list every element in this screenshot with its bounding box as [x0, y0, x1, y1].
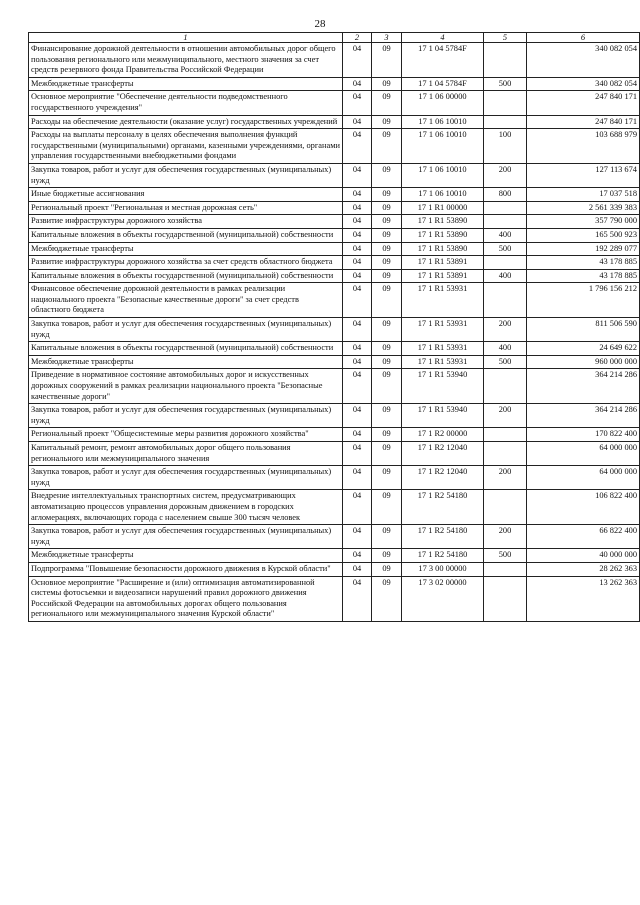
row-subsection: 09 [372, 442, 402, 466]
row-subsection: 09 [372, 355, 402, 369]
row-expense-type [484, 201, 527, 215]
row-amount: 64 000 000 [527, 442, 640, 466]
table-row [29, 256, 640, 270]
table-row [29, 318, 640, 342]
table-row [29, 576, 640, 621]
row-name: Капитальные вложения в объекты государственной (муниципальной) собственности [29, 342, 343, 356]
row-subsection: 09 [372, 215, 402, 229]
table-row [29, 228, 640, 242]
row-amount: 340 082 054 [527, 43, 640, 78]
row-subsection: 09 [372, 188, 402, 202]
row-target-code: 17 1 R2 54180 [402, 490, 484, 525]
row-amount: 13 262 363 [527, 576, 640, 621]
row-expense-type [484, 562, 527, 576]
table-row [29, 369, 640, 404]
table-row [29, 242, 640, 256]
row-section: 04 [343, 576, 372, 621]
row-target-code: 17 1 06 00000 [402, 91, 484, 115]
table-row [29, 428, 640, 442]
row-subsection: 09 [372, 342, 402, 356]
row-target-code: 17 1 R1 00000 [402, 201, 484, 215]
row-target-code: 17 1 R2 12040 [402, 466, 484, 490]
table-row [29, 91, 640, 115]
row-target-code: 17 1 R1 53931 [402, 342, 484, 356]
row-target-code: 17 1 R1 53891 [402, 269, 484, 283]
row-section: 04 [343, 442, 372, 466]
row-amount: 127 113 674 [527, 163, 640, 187]
row-amount: 106 822 400 [527, 490, 640, 525]
row-target-code: 17 1 R2 54180 [402, 525, 484, 549]
table-header-row [29, 33, 640, 43]
table-row [29, 466, 640, 490]
row-subsection: 09 [372, 115, 402, 129]
row-amount: 364 214 286 [527, 404, 640, 428]
row-amount: 64 000 000 [527, 466, 640, 490]
table-row [29, 43, 640, 78]
row-name: Межбюджетные трансферты [29, 77, 343, 91]
row-name: Закупка товаров, работ и услуг для обеспечения государственных (муниципальных) нужд [29, 466, 343, 490]
row-expense-type [484, 283, 527, 318]
row-section: 04 [343, 115, 372, 129]
row-section: 04 [343, 562, 372, 576]
row-expense-type: 500 [484, 242, 527, 256]
row-subsection: 09 [372, 318, 402, 342]
row-target-code: 17 1 R2 54180 [402, 549, 484, 563]
row-name: Закупка товаров, работ и услуг для обеспечения государственных (муниципальных) нужд [29, 163, 343, 187]
row-name: Закупка товаров, работ и услуг для обеспечения государственных (муниципальных) нужд [29, 404, 343, 428]
row-section: 04 [343, 490, 372, 525]
row-subsection: 09 [372, 525, 402, 549]
table-row [29, 129, 640, 164]
row-expense-type [484, 115, 527, 129]
row-expense-type [484, 442, 527, 466]
row-expense-type: 200 [484, 404, 527, 428]
row-amount: 165 500 923 [527, 228, 640, 242]
row-target-code: 17 3 02 00000 [402, 576, 484, 621]
row-subsection: 09 [372, 129, 402, 164]
row-subsection: 09 [372, 201, 402, 215]
row-section: 04 [343, 466, 372, 490]
row-section: 04 [343, 163, 372, 187]
row-section: 04 [343, 369, 372, 404]
table-row [29, 525, 640, 549]
table-row [29, 562, 640, 576]
row-amount: 357 790 000 [527, 215, 640, 229]
row-target-code: 17 1 R2 12040 [402, 442, 484, 466]
table-row [29, 283, 640, 318]
row-amount: 40 000 000 [527, 549, 640, 563]
row-section: 04 [343, 77, 372, 91]
row-name: Основное мероприятие "Расширение и (или) оптимизация автоматизированной системы фотосъемки и видеозаписи нарушений правил дорожного движения Российской Федерации на автомобильных дорогах общего пользования регионального или межмуниципального значения Курской области" [29, 576, 343, 621]
row-name: Межбюджетные трансферты [29, 355, 343, 369]
row-subsection: 09 [372, 562, 402, 576]
table-row [29, 342, 640, 356]
row-expense-type [484, 576, 527, 621]
row-target-code: 17 1 06 10010 [402, 163, 484, 187]
column-header: 6 [527, 33, 640, 43]
row-amount: 247 840 171 [527, 91, 640, 115]
row-subsection: 09 [372, 228, 402, 242]
row-target-code: 17 1 R1 53891 [402, 256, 484, 270]
row-name: Капитальные вложения в объекты государственной (муниципальной) собственности [29, 269, 343, 283]
row-expense-type: 400 [484, 342, 527, 356]
row-subsection: 09 [372, 576, 402, 621]
row-section: 04 [343, 43, 372, 78]
row-name: Расходы на выплаты персоналу в целях обеспечения выполнения функций государственными (муниципальными) органами, казенными учреждениями, органами управления государственными внебюджетными фондами [29, 129, 343, 164]
row-name: Развитие инфраструктуры дорожного хозяйства за счет средств областного бюджета [29, 256, 343, 270]
table-row [29, 490, 640, 525]
row-section: 04 [343, 428, 372, 442]
table-row [29, 215, 640, 229]
row-target-code: 17 1 R1 53940 [402, 369, 484, 404]
table-row [29, 115, 640, 129]
row-target-code: 17 1 R2 00000 [402, 428, 484, 442]
row-amount: 28 262 363 [527, 562, 640, 576]
row-name: Основное мероприятие "Обеспечение деятельности подведомственного государственного учреждения" [29, 91, 343, 115]
row-target-code: 17 3 00 00000 [402, 562, 484, 576]
row-amount: 66 822 400 [527, 525, 640, 549]
column-header: 4 [402, 33, 484, 43]
row-amount: 170 822 400 [527, 428, 640, 442]
row-section: 04 [343, 201, 372, 215]
row-expense-type: 800 [484, 188, 527, 202]
column-header: 2 [343, 33, 372, 43]
row-target-code: 17 1 04 5784F [402, 43, 484, 78]
row-amount: 17 037 518 [527, 188, 640, 202]
row-subsection: 09 [372, 91, 402, 115]
row-section: 04 [343, 355, 372, 369]
row-target-code: 17 1 04 5784F [402, 77, 484, 91]
row-subsection: 09 [372, 404, 402, 428]
row-expense-type: 500 [484, 77, 527, 91]
row-subsection: 09 [372, 269, 402, 283]
row-section: 04 [343, 215, 372, 229]
row-target-code: 17 1 06 10010 [402, 115, 484, 129]
row-section: 04 [343, 269, 372, 283]
row-subsection: 09 [372, 256, 402, 270]
row-target-code: 17 1 06 10010 [402, 188, 484, 202]
row-amount: 43 178 885 [527, 256, 640, 270]
row-subsection: 09 [372, 242, 402, 256]
row-subsection: 09 [372, 163, 402, 187]
row-subsection: 09 [372, 43, 402, 78]
row-expense-type: 200 [484, 318, 527, 342]
row-expense-type: 500 [484, 549, 527, 563]
row-section: 04 [343, 342, 372, 356]
row-name: Финансовое обеспечение дорожной деятельности в рамках реализации национального проекта "Безопасные качественные дороги" за счет средств областного бюджета [29, 283, 343, 318]
row-subsection: 09 [372, 369, 402, 404]
row-name: Закупка товаров, работ и услуг для обеспечения государственных (муниципальных) нужд [29, 525, 343, 549]
table-row [29, 549, 640, 563]
row-target-code: 17 1 R1 53931 [402, 318, 484, 342]
row-section: 04 [343, 404, 372, 428]
table-row [29, 77, 640, 91]
row-subsection: 09 [372, 549, 402, 563]
row-amount: 364 214 286 [527, 369, 640, 404]
row-expense-type [484, 215, 527, 229]
row-expense-type: 400 [484, 228, 527, 242]
row-amount: 811 506 590 [527, 318, 640, 342]
row-expense-type [484, 43, 527, 78]
row-expense-type [484, 428, 527, 442]
row-name: Финансирование дорожной деятельности в отношении автомобильных дорог общего пользования регионального или межмуниципального, местного значения за счет средств резервного фонда Правительства Российской Федерации [29, 43, 343, 78]
row-expense-type: 200 [484, 525, 527, 549]
row-target-code: 17 1 R1 53931 [402, 283, 484, 318]
row-amount: 43 178 885 [527, 269, 640, 283]
row-name: Межбюджетные трансферты [29, 242, 343, 256]
row-subsection: 09 [372, 77, 402, 91]
row-name: Закупка товаров, работ и услуг для обеспечения государственных (муниципальных) нужд [29, 318, 343, 342]
row-section: 04 [343, 228, 372, 242]
table-row [29, 269, 640, 283]
row-section: 04 [343, 188, 372, 202]
row-subsection: 09 [372, 466, 402, 490]
row-amount: 103 688 979 [527, 129, 640, 164]
row-target-code: 17 1 R1 53890 [402, 228, 484, 242]
table-row [29, 442, 640, 466]
row-subsection: 09 [372, 428, 402, 442]
row-target-code: 17 1 R1 53940 [402, 404, 484, 428]
table-row [29, 355, 640, 369]
row-expense-type: 400 [484, 269, 527, 283]
row-name: Иные бюджетные ассигнования [29, 188, 343, 202]
row-subsection: 09 [372, 490, 402, 525]
row-section: 04 [343, 242, 372, 256]
row-name: Капитальные вложения в объекты государственной (муниципальной) собственности [29, 228, 343, 242]
row-expense-type: 100 [484, 129, 527, 164]
row-name: Региональный проект "Общесистемные меры развития дорожного хозяйства" [29, 428, 343, 442]
row-name: Капитальный ремонт, ремонт автомобильных дорог общего пользования регионального или межмуниципального значения [29, 442, 343, 466]
row-amount: 2 561 339 383 [527, 201, 640, 215]
row-section: 04 [343, 283, 372, 318]
row-name: Внедрение интеллектуальных транспортных систем, предусматривающих автоматизацию процессов управления дорожным движением в городских агломерациях, включающих города с населением свыше 300 тысяч человек [29, 490, 343, 525]
row-amount: 247 840 171 [527, 115, 640, 129]
table-row [29, 163, 640, 187]
table-row [29, 201, 640, 215]
row-name: Развитие инфраструктуры дорожного хозяйства [29, 215, 343, 229]
page-number: 28 [314, 18, 326, 30]
column-header: 1 [29, 33, 343, 43]
row-expense-type [484, 490, 527, 525]
row-section: 04 [343, 549, 372, 563]
budget-table [28, 32, 640, 622]
row-target-code: 17 1 R1 53890 [402, 242, 484, 256]
row-name: Подпрограмма "Повышение безопасности дорожного движения в Курской области" [29, 562, 343, 576]
row-target-code: 17 1 06 10010 [402, 129, 484, 164]
row-amount: 1 796 156 212 [527, 283, 640, 318]
row-amount: 960 000 000 [527, 355, 640, 369]
row-amount: 340 082 054 [527, 77, 640, 91]
table-body [29, 43, 640, 622]
column-header: 3 [372, 33, 402, 43]
row-subsection: 09 [372, 283, 402, 318]
row-section: 04 [343, 256, 372, 270]
row-name: Приведение в нормативное состояние автомобильных дорог и искусственных дорожных сооружений в рамках реализации национального проекта "Безопасные качественные дороги" [29, 369, 343, 404]
row-name: Региональный проект "Региональная и местная дорожная сеть" [29, 201, 343, 215]
row-name: Расходы на обеспечение деятельности (оказание услуг) государственных учреждений [29, 115, 343, 129]
row-target-code: 17 1 R1 53890 [402, 215, 484, 229]
row-expense-type: 200 [484, 163, 527, 187]
row-amount: 24 649 622 [527, 342, 640, 356]
row-target-code: 17 1 R1 53931 [402, 355, 484, 369]
table-row [29, 404, 640, 428]
row-section: 04 [343, 91, 372, 115]
row-section: 04 [343, 318, 372, 342]
row-expense-type: 200 [484, 466, 527, 490]
row-amount: 192 289 077 [527, 242, 640, 256]
row-expense-type [484, 369, 527, 404]
row-section: 04 [343, 525, 372, 549]
table-row [29, 188, 640, 202]
row-section: 04 [343, 129, 372, 164]
row-expense-type [484, 91, 527, 115]
column-header: 5 [484, 33, 527, 43]
row-name: Межбюджетные трансферты [29, 549, 343, 563]
row-expense-type [484, 256, 527, 270]
row-expense-type: 500 [484, 355, 527, 369]
